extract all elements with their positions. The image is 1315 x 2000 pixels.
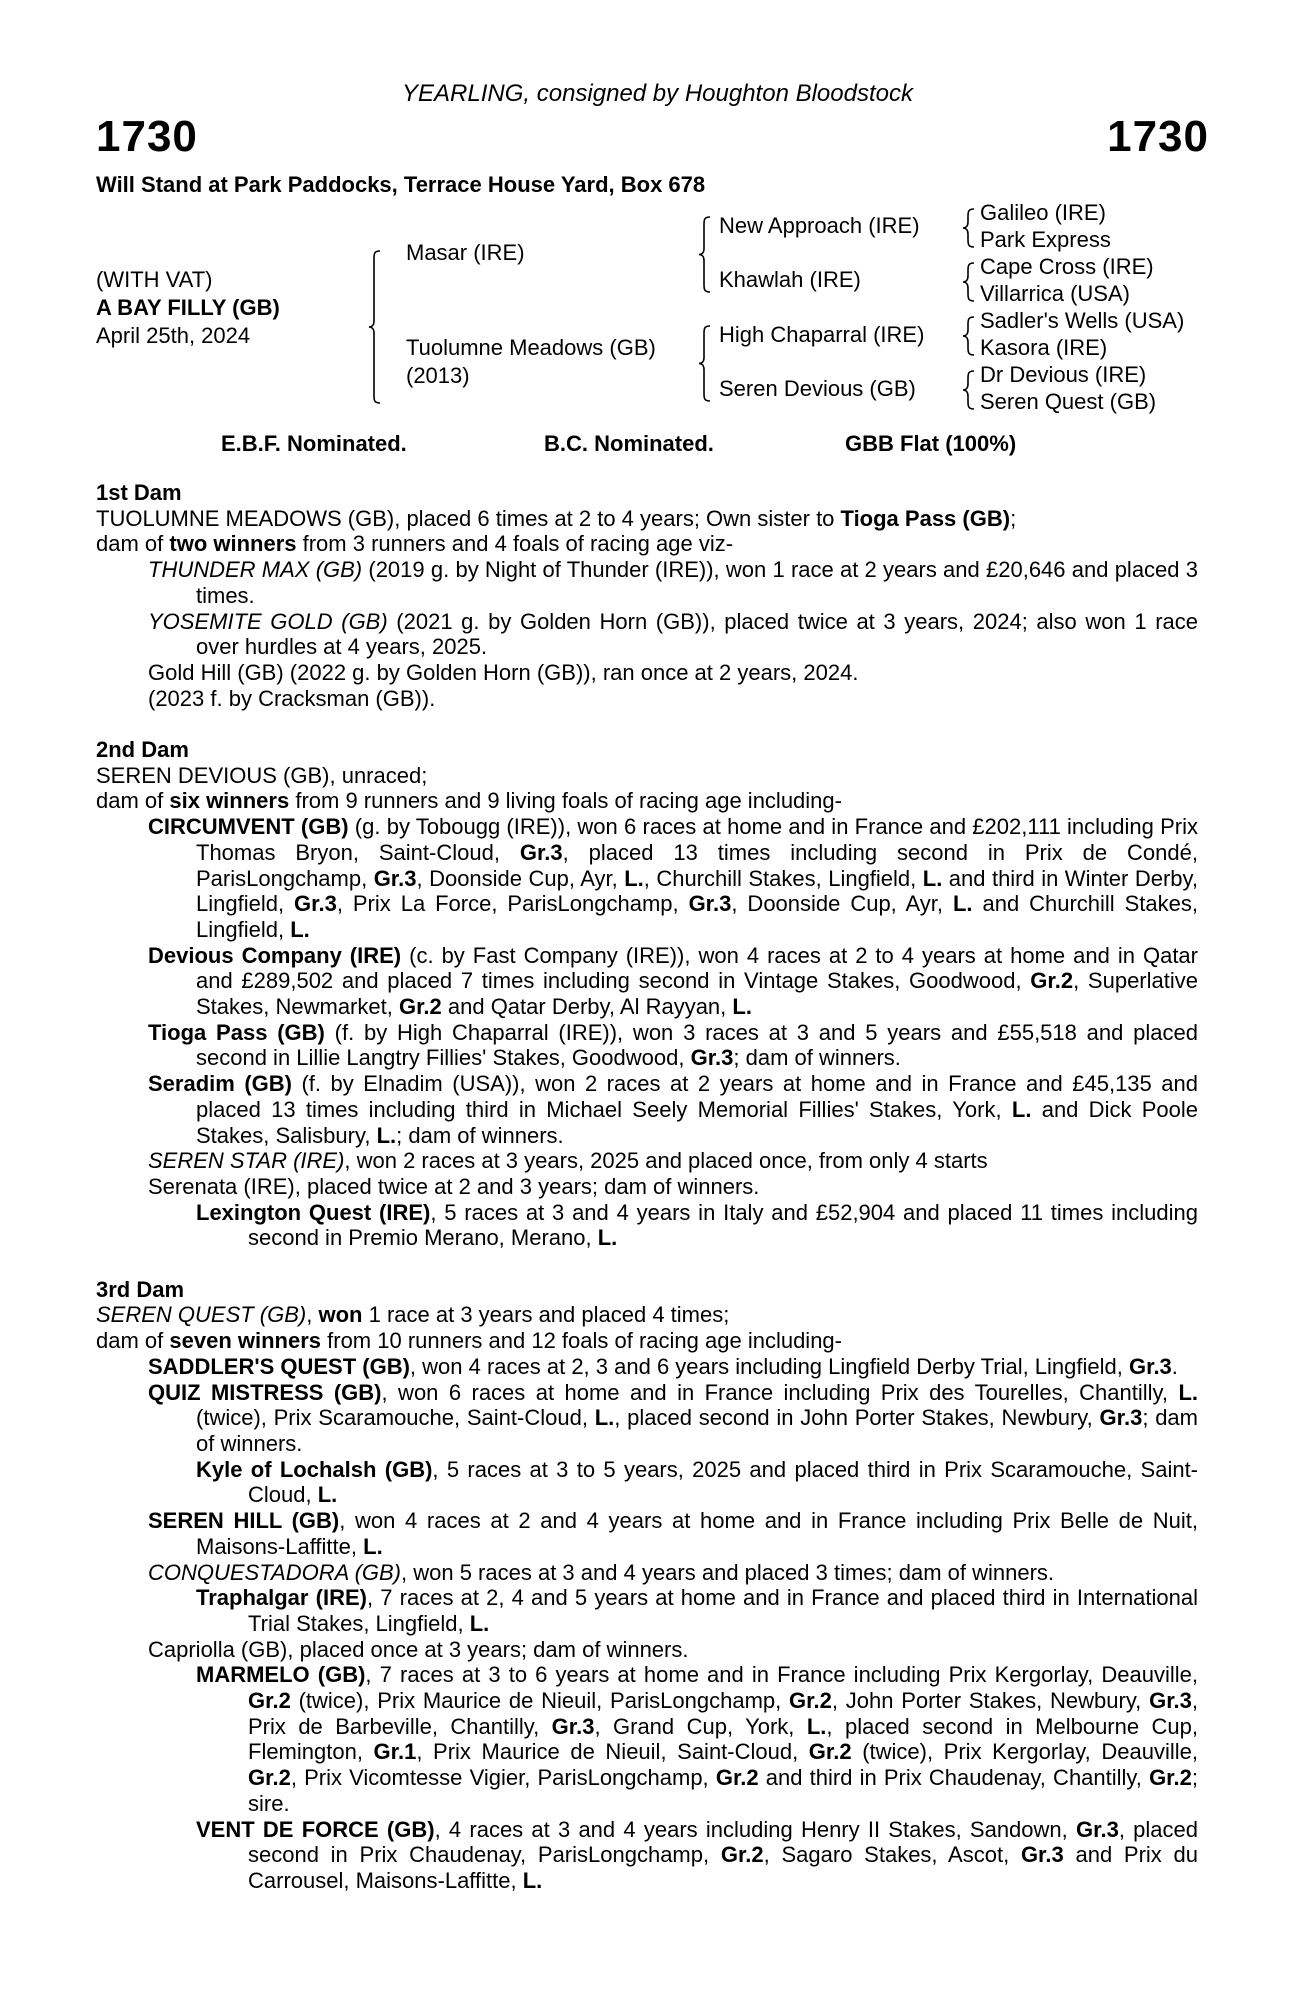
entry-text: Gr.3	[1128, 1353, 1172, 1379]
produce-entry	[96, 1457, 1198, 1508]
ancestor: Dr Devious (IRE)	[980, 362, 1147, 387]
entry-text: , placed second in Prix Chaudenay, ParisLongchamp,	[248, 1816, 1198, 1868]
dam-section	[96, 1277, 1198, 1894]
entry-text: Gr.3	[551, 1713, 595, 1739]
produce-entry	[96, 686, 1198, 712]
entry-text: Seradim (GB)	[148, 1071, 292, 1097]
entry-text: , 5 races at 3 and 4 years in Italy and £52,904 and placed 11 times including second in Premio Merano, Merano,	[248, 1199, 1199, 1251]
entry-text: SEREN HILL (GB)	[148, 1508, 340, 1534]
section-title: 2nd Dam	[96, 737, 189, 763]
entry-text: Gr.3	[519, 839, 563, 865]
entry-text: Devious Company (IRE)	[148, 942, 402, 968]
entry-text: (2021 g. by Golden Horn (GB)), placed twice at 3 years, 2024; also won 1 race over hurdles at 4 years, 2025.	[196, 608, 1198, 660]
entry-text: from 3 runners and 4 foals of racing age viz-	[296, 531, 734, 557]
entry-text: (2019 g. by Night of Thunder (IRE)), won 1 race at 2 years and £20,646 and placed 3 times.	[196, 557, 1198, 608]
produce-entry	[96, 1662, 1198, 1816]
ancestor: Kasora (IRE)	[980, 335, 1108, 360]
grandsire-paternal: New Approach (IRE)	[719, 213, 920, 238]
entry-text: won	[318, 1302, 363, 1328]
produce-entry	[96, 531, 1198, 557]
entry-text: , won 6 races at home and in France including Prix des Tourelles, Chantilly,	[381, 1379, 1179, 1405]
pedigree-brace	[962, 370, 976, 410]
section-title: 1st Dam	[96, 480, 182, 505]
entry-text: Gr.2	[248, 1688, 291, 1714]
sire: Masar (IRE)	[406, 240, 525, 265]
granddam-paternal: Khawlah (IRE)	[719, 267, 861, 292]
produce-entry	[96, 763, 1198, 789]
entry-text: , Doonside Cup, Ayr,	[416, 865, 625, 891]
entry-text: and Prix du Carrousel, Maisons-Laffitte,	[248, 1842, 1199, 1893]
entry-text: L.	[624, 865, 644, 891]
foaling-date: April 25th, 2024	[96, 323, 251, 348]
entry-text: Tioga Pass (GB)	[148, 1019, 325, 1045]
pedigree-brace	[962, 262, 976, 302]
entry-text: SEREN DEVIOUS (GB), unraced;	[96, 762, 428, 788]
entry-text: (f. by Elnadim (USA)), won 2 races at 2 years at home and in France and £45,135 and placed 13 times including third in Michael Seely Memorial Fillies' Stakes, York,	[196, 1071, 1198, 1122]
entry-text: , won 2 races at 3 years, 2025 and placed once, from only 4 starts	[344, 1148, 988, 1174]
entry-text: L.	[594, 1405, 615, 1431]
entry-text: , placed second in John Porter Stakes, Newbury,	[614, 1405, 1100, 1431]
produce-entry	[96, 1200, 1198, 1251]
entry-text: , Doonside Cup, Ayr,	[731, 891, 953, 917]
pedigree-brace	[962, 316, 976, 356]
entry-text: Gr.3	[373, 865, 417, 891]
produce-entry	[96, 1328, 1198, 1354]
entry-text: Gr.2	[789, 1688, 832, 1714]
pedigree-brace	[698, 216, 712, 293]
produce-entry	[96, 1302, 1198, 1328]
entry-text: , placed 13 times including second in Prix de Condé, ParisLongchamp,	[196, 839, 1198, 891]
produce-entry	[96, 788, 1198, 814]
entry-text: (f. by High Chaparral (IRE)), won 3 races at 3 and 5 years and £55,518 and placed second in Lillie Langtry Fillies' Stakes, Goodwood,	[196, 1019, 1198, 1071]
dam-section	[96, 737, 1198, 1251]
entry-text: dam of	[96, 788, 170, 814]
entry-text: SEREN STAR (IRE)	[148, 1148, 345, 1174]
entry-text: , 4 races at 3 and 4 years including Henry II Stakes, Sandown,	[434, 1816, 1076, 1842]
entry-text: , won 4 races at 2, 3 and 6 years including Lingfield Derby Trial, Lingfield,	[409, 1353, 1129, 1379]
granddam-maternal: Seren Devious (GB)	[719, 376, 916, 401]
entry-text: (2023 f. by Cracksman (GB)).	[148, 685, 436, 711]
entry-text: (twice), Prix Kergorlay, Deauville,	[851, 1739, 1198, 1765]
entry-text: , Prix de Barbeville, Chantilly,	[248, 1688, 1199, 1739]
entry-text: Gr.2	[248, 1765, 291, 1791]
entry-text: ,	[306, 1302, 319, 1328]
produce-entry	[96, 1637, 1198, 1663]
ancestor: Seren Quest (GB)	[980, 389, 1157, 414]
entry-text: ; dam of winners.	[396, 1122, 564, 1148]
entry-text: .	[1171, 1353, 1178, 1379]
entry-text: Traphalgar (IRE)	[196, 1585, 367, 1611]
stand-location: Will Stand at Park Paddocks, Terrace House Yard, Box 678	[96, 172, 706, 197]
entry-text: , Prix Maurice de Nieuil, Saint-Cloud,	[416, 1739, 809, 1765]
dam: Tuolumne Meadows (GB)	[406, 335, 656, 360]
entry-text: L.	[922, 865, 943, 891]
entry-text: (c. by Fast Company (IRE)), won 4 races at 2 to 4 years at home and in Qatar and £289,502 and placed 7 times including second in Vintage Stakes, Goodwood,	[196, 942, 1198, 994]
entry-text: , 7 races at 3 to 6 years at home and in France including Prix Kergorlay, Deauville,	[365, 1662, 1198, 1688]
entry-text: L.	[952, 891, 973, 917]
dam-section	[96, 480, 1198, 711]
entry-text: L.	[376, 1122, 397, 1148]
entry-text: , Churchill Stakes, Lingfield,	[643, 865, 923, 891]
ancestor: Galileo (IRE)	[980, 200, 1106, 225]
entry-text: dam of	[96, 1328, 170, 1354]
entry-text: Lexington Quest (IRE)	[196, 1199, 431, 1225]
entry-text: CONQUESTADORA (GB)	[148, 1559, 402, 1585]
entry-text: , 5 races at 3 to 5 years, 2025 and placed third in Prix Scaramouche, Saint-Cloud,	[248, 1456, 1199, 1508]
entry-text: Gr.2	[720, 1842, 764, 1868]
entry-text: (twice), Prix Maurice de Nieuil, ParisLongchamp,	[290, 1688, 790, 1714]
entry-text: , placed second in Melbourne Cup, Flemington,	[248, 1713, 1199, 1765]
entry-text: Gr.3	[1020, 1842, 1064, 1868]
lot-number-left: 1730	[96, 112, 198, 161]
entry-text: , won 5 races at 3 and 4 years and placed 3 times; dam of winners.	[401, 1559, 1055, 1585]
entry-text: , Prix La Force, ParisLongchamp,	[336, 891, 689, 917]
ancestor: Cape Cross (IRE)	[980, 254, 1154, 279]
gbb-flat: GBB Flat (100%)	[845, 431, 1017, 456]
section-title: 3rd Dam	[96, 1276, 185, 1302]
entry-text: , Superlative Stakes, Newmarket,	[196, 968, 1198, 1020]
produce-entry	[96, 1380, 1198, 1457]
produce-entry	[96, 506, 1198, 532]
entry-text: seven winners	[169, 1328, 322, 1354]
entry-text: QUIZ MISTRESS (GB)	[148, 1379, 382, 1405]
entry-text: ; dam of winners.	[196, 1405, 1198, 1456]
produce-entry	[96, 1174, 1198, 1200]
entry-text: , Prix Vicomtesse Vigier, ParisLongchamp,	[290, 1765, 716, 1791]
produce-entry	[96, 814, 1198, 943]
entry-text: and Qatar Derby, Al Rayyan,	[441, 994, 733, 1020]
grandsire-maternal: High Chaparral (IRE)	[719, 322, 925, 347]
entry-text: Kyle of Lochalsh (GB)	[196, 1456, 433, 1482]
entry-text: L.	[469, 1610, 490, 1636]
entry-text: two winners	[169, 531, 297, 557]
entry-text: THUNDER MAX (GB)	[148, 557, 363, 583]
produce-entry	[96, 1071, 1198, 1148]
entry-text: Gr.2	[1149, 1765, 1192, 1791]
entry-text: CIRCUMVENT (GB)	[148, 814, 349, 840]
entry-text: and third in Winter Derby, Lingfield,	[196, 865, 1198, 917]
entry-text: Gr.3	[1149, 1688, 1192, 1714]
lot-name: A BAY FILLY (GB)	[96, 295, 280, 320]
produce-entry	[96, 1585, 1198, 1636]
produce-entry	[96, 943, 1198, 1020]
entry-text: , Grand Cup, York,	[594, 1713, 807, 1739]
entry-text: L.	[1011, 1096, 1032, 1122]
dam-year: (2013)	[406, 363, 470, 388]
entry-text: and third in Prix Chaudenay, Chantilly,	[758, 1765, 1150, 1791]
entry-text: Capriolla (GB), placed once at 3 years; dam of winners.	[148, 1636, 689, 1662]
entry-text: and Churchill Stakes, Lingfield,	[196, 891, 1199, 942]
entry-text: YOSEMITE GOLD (GB)	[148, 608, 388, 634]
ebf-nomination: E.B.F. Nominated.	[221, 431, 407, 456]
entry-text: Gr.3	[1099, 1405, 1143, 1431]
entry-text: L.	[732, 994, 752, 1020]
produce-entry	[96, 660, 1198, 686]
entry-text: L.	[363, 1533, 383, 1559]
entry-text: , John Porter Stakes, Newbury,	[831, 1688, 1150, 1714]
lot-number-right: 1730	[1107, 112, 1209, 161]
entry-text: ; sire.	[248, 1765, 1198, 1816]
produce-entry	[96, 557, 1198, 608]
entry-text: L.	[317, 1482, 338, 1508]
entry-text: from 10 runners and 12 foals of racing age including-	[321, 1328, 842, 1354]
entry-text: VENT DE FORCE (GB)	[196, 1816, 435, 1842]
produce-entry	[96, 1817, 1198, 1894]
produce-entry	[96, 1508, 1198, 1559]
entry-text: Tioga Pass (GB)	[840, 505, 1011, 531]
entry-text: , won 4 races at 2 and 4 years at home and in France including Prix Belle de Nuit, Maisons-Laffitte,	[196, 1508, 1198, 1559]
entry-text: Gr.1	[373, 1739, 417, 1765]
pedigree-brace	[368, 250, 382, 404]
ancestor: Villarrica (USA)	[980, 281, 1130, 306]
produce-entry	[96, 609, 1198, 660]
entry-text: SADDLER'S QUEST (GB)	[148, 1353, 410, 1379]
entry-text: Gr.2	[398, 994, 442, 1020]
entry-text: Serenata (IRE), placed twice at 2 and 3 years; dam of winners.	[148, 1173, 760, 1199]
entry-text: SEREN QUEST (GB)	[96, 1302, 307, 1328]
dam-produce-record	[96, 480, 1198, 1919]
entry-text: , 7 races at 2, 4 and 5 years at home and in France and placed third in International Trial Stakes, Lingfield,	[248, 1585, 1199, 1636]
entry-text: , Sagaro Stakes, Ascot,	[763, 1842, 1021, 1868]
bc-nomination: B.C. Nominated.	[544, 431, 714, 456]
entry-text: (g. by Tobougg (IRE)), won 6 races at home and in France and £202,111 including Prix Thomas Bryon, Saint-Cloud,	[196, 814, 1199, 865]
produce-entry	[96, 1354, 1198, 1380]
entry-text: dam of	[96, 531, 170, 557]
entry-text: Gr.3	[690, 1045, 734, 1071]
ancestor: Park Express	[980, 227, 1111, 252]
entry-text: 1 race at 3 years and placed 4 times;	[362, 1302, 730, 1328]
entry-text: L.	[290, 916, 310, 942]
entry-text: L.	[1178, 1379, 1198, 1405]
ancestor: Sadler's Wells (USA)	[980, 308, 1185, 333]
consignment-heading: YEARLING, consigned by Houghton Bloodstock	[402, 80, 913, 107]
entry-text: Gr.2	[1030, 968, 1074, 994]
pedigree-brace	[962, 208, 976, 248]
entry-text: Gold Hill (GB) (2022 g. by Golden Horn (GB)), ran once at 2 years, 2024.	[148, 659, 859, 685]
produce-entry	[96, 1148, 1198, 1174]
entry-text: ; dam of winners.	[733, 1045, 901, 1071]
entry-text: ;	[1010, 505, 1017, 531]
entry-text: L.	[522, 1867, 543, 1893]
produce-entry	[96, 1020, 1198, 1071]
entry-text: (twice), Prix Scaramouche, Saint-Cloud,	[196, 1405, 595, 1431]
entry-text: Gr.3	[294, 891, 337, 917]
vat-note: (WITH VAT)	[96, 267, 213, 292]
entry-text: L.	[597, 1225, 618, 1251]
entry-text: TUOLUMNE MEADOWS (GB), placed 6 times at 2 to 4 years; Own sister to	[96, 505, 841, 531]
entry-text: from 9 runners and 9 living foals of racing age including-	[289, 788, 842, 814]
entry-text: Gr.2	[808, 1739, 852, 1765]
entry-text: MARMELO (GB)	[196, 1662, 366, 1688]
entry-text: L.	[806, 1713, 827, 1739]
entry-text: and Dick Poole Stakes, Salisbury,	[196, 1096, 1198, 1148]
produce-entry	[96, 1560, 1198, 1586]
entry-text: Gr.2	[715, 1765, 759, 1791]
entry-text: six winners	[169, 788, 290, 814]
entry-text: Gr.3	[1076, 1816, 1119, 1842]
pedigree-brace	[698, 325, 712, 402]
entry-text: Gr.3	[688, 891, 732, 917]
